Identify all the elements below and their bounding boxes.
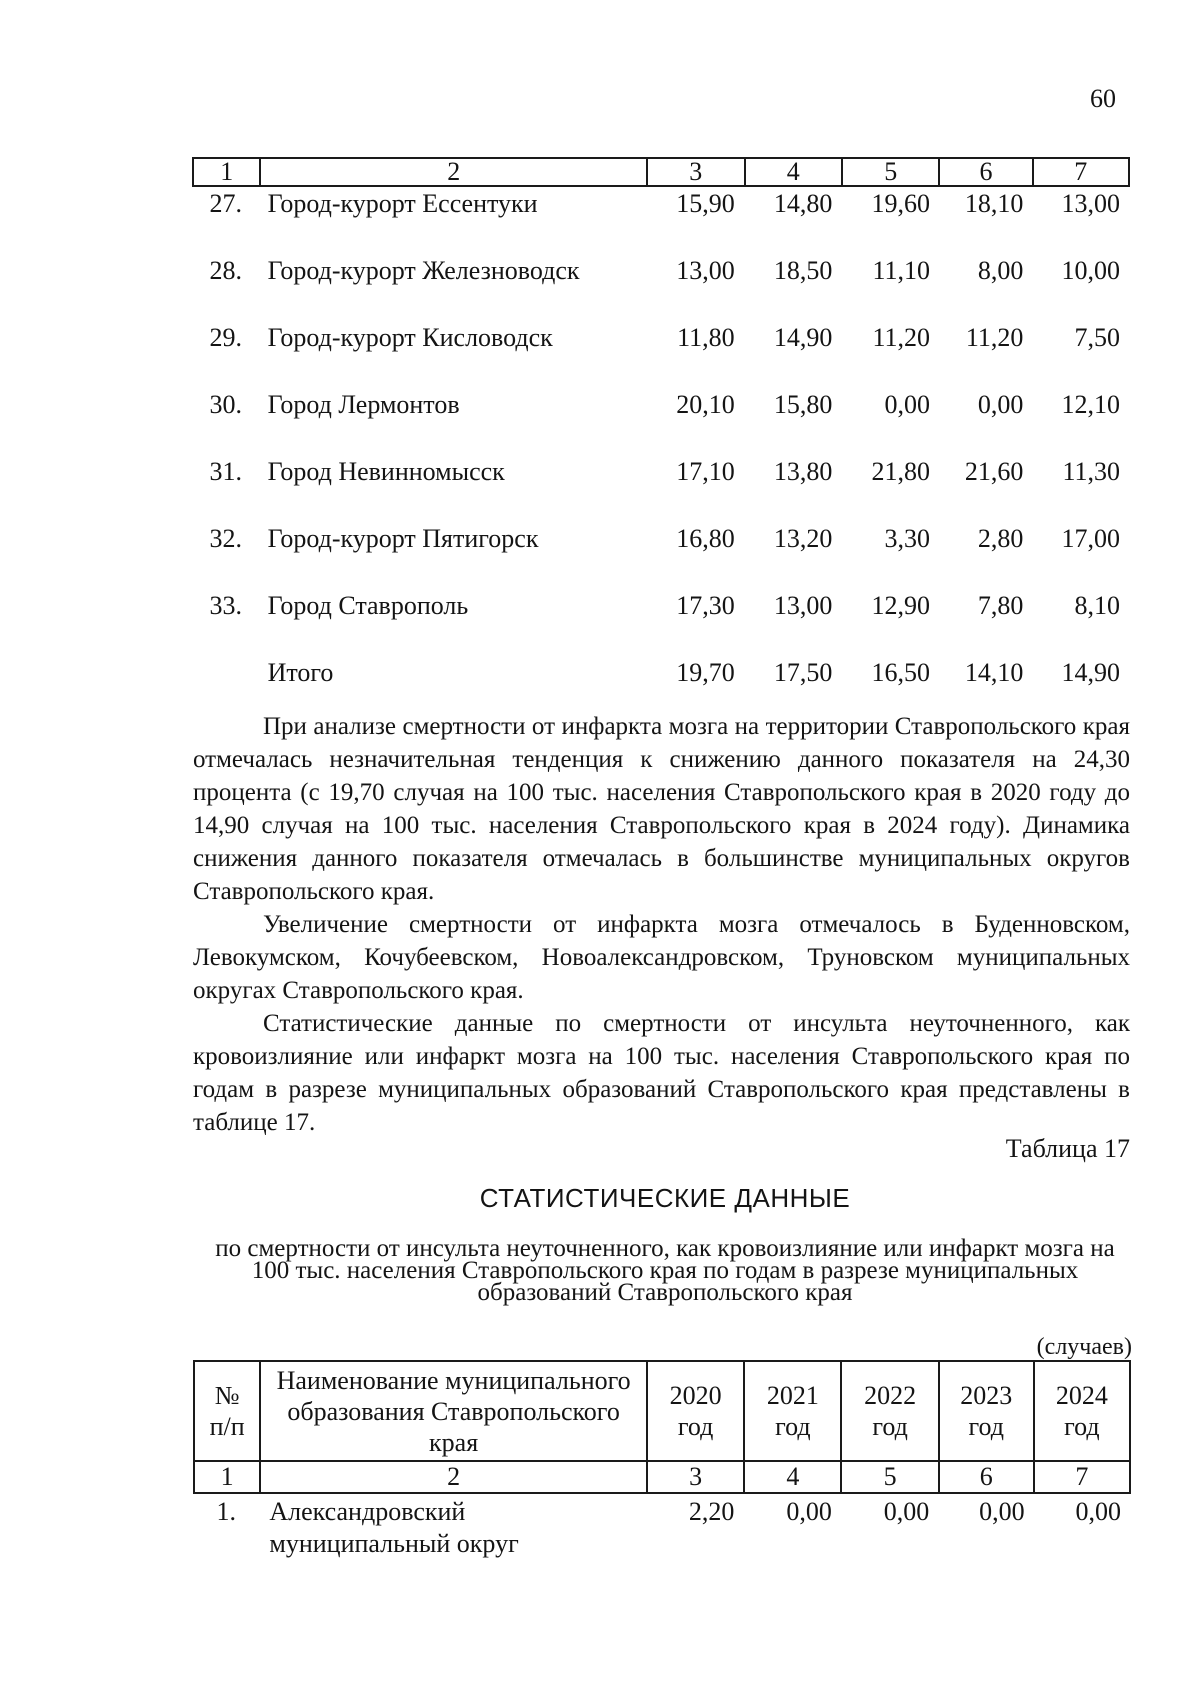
value-2024: 14,90 <box>1061 658 1120 687</box>
row-number: 27. <box>209 189 243 218</box>
table1-body <box>192 187 1130 723</box>
value-2023: 7,80 <box>977 591 1024 620</box>
table-row <box>193 1496 1131 1560</box>
value-2022: 16,50 <box>871 658 930 687</box>
value-2023: 21,60 <box>964 457 1024 486</box>
value-2021: 18,50 <box>773 256 833 285</box>
body-text <box>193 710 1130 1139</box>
table-subtitle: по смертности от инсульта неуточненного, как кровоизлияние или инфаркт мозга на 100 тыс. населения Ставропольского края по годам в разрезе муниципальных образований Ставропольского края <box>215 1235 1115 1306</box>
column-number: 3 <box>647 1461 744 1493</box>
column-number: 7 <box>1033 158 1129 186</box>
table-label: Таблица 17 <box>1005 1134 1130 1163</box>
value-2023: 18,10 <box>964 189 1024 218</box>
header-row-number: № п/п <box>194 1361 260 1461</box>
value-2023: 0,00 <box>977 390 1024 419</box>
municipality-name: Город Лермонтов <box>267 390 460 419</box>
table-row <box>192 589 1130 656</box>
row-number: 28. <box>209 256 243 285</box>
header-year: 2022 год <box>841 1361 938 1461</box>
value-2024: 12,10 <box>1061 390 1120 419</box>
page-number: 60 <box>1090 84 1116 113</box>
value-2020: 16,80 <box>676 524 735 553</box>
value-2022: 21,80 <box>871 457 930 486</box>
municipality-name: Александровский муниципальный округ <box>269 1497 519 1558</box>
table-row <box>192 455 1130 522</box>
column-number: 1 <box>194 1461 260 1493</box>
value-2022: 12,90 <box>871 591 930 620</box>
column-number: 5 <box>842 158 939 186</box>
paragraph: Увеличение смертности от инфаркта мозга отмечалось в Буденновском, Левокумском, Кочубеевском, Новоалександровском, Труновском муниципальных округах Ставропольского края. <box>193 911 1130 1004</box>
value-2023: 2,80 <box>977 524 1024 553</box>
column-number: 3 <box>647 158 744 186</box>
value-2021: 14,80 <box>773 189 833 218</box>
value-2020: 20,10 <box>676 390 735 419</box>
column-number: 4 <box>745 158 842 186</box>
value-2024: 17,00 <box>1061 524 1120 553</box>
column-number: 2 <box>260 1461 647 1493</box>
row-number: 33. <box>209 591 243 620</box>
table-title: СТАТИСТИЧЕСКИЕ ДАННЫЕ <box>479 1183 851 1213</box>
value-2020: 17,30 <box>676 591 735 620</box>
value-2022: 0,00 <box>884 390 930 419</box>
value-2021: 14,90 <box>773 323 833 352</box>
value-2021: 13,20 <box>773 524 833 553</box>
table-row <box>192 522 1130 589</box>
value-2024: 11,30 <box>1062 457 1120 486</box>
municipality-name: Город-курорт Железноводск <box>267 256 580 285</box>
value-2022: 19,60 <box>871 189 930 218</box>
total-label: Итого <box>267 658 334 687</box>
column-number: 5 <box>841 1461 938 1493</box>
column-number: 1 <box>193 158 260 186</box>
municipality-name: Город-курорт Ессентуки <box>267 189 538 218</box>
table-row <box>192 254 1130 321</box>
value-2024: 10,00 <box>1061 256 1120 285</box>
value-2021: 13,80 <box>773 457 833 486</box>
paragraph: При анализе смертности от инфаркта мозга на территории Ставропольского края отмечалась незначительная тенденция к снижению данного показателя на 24,30 процента (с 19,70 случая на 100 тыс. населения Ставропольского края в 2020 году до 14,90 случая на 100 тыс. населения Ставропольского края в 2024 году). Динамика снижения данного показателя отмечалась в большинстве муниципальных округов Ставропольского края. <box>193 713 1130 905</box>
value-2022: 3,30 <box>884 524 930 553</box>
value-2020: 15,90 <box>676 189 735 218</box>
row-number: 29. <box>209 323 243 352</box>
value-2024: 0,00 <box>1075 1497 1121 1526</box>
value-2024: 7,50 <box>1074 323 1120 352</box>
paragraph: Статистические данные по смертности от инсульта неуточненного, как кровоизлияние или инфаркт мозга на 100 тыс. населения Ставропольского края по годам в разрезе муниципальных образований Ставропольского края представлены в таблице 17. <box>193 1010 1130 1136</box>
column-number: 6 <box>939 158 1032 186</box>
header-municipality-name: Наименование муниципального образования Ставропольского края <box>260 1361 647 1461</box>
table2-header <box>193 1360 1131 1494</box>
value-2020: 17,10 <box>676 457 735 486</box>
table-row <box>192 321 1130 388</box>
value-2023: 14,10 <box>964 658 1024 687</box>
table-row <box>192 388 1130 455</box>
value-2022: 11,20 <box>872 323 930 352</box>
value-2021: 17,50 <box>773 658 833 687</box>
row-number: 30. <box>209 390 243 419</box>
column-number: 2 <box>260 158 647 186</box>
value-2024: 8,10 <box>1074 591 1120 620</box>
units-label: (случаев) <box>1036 1334 1132 1360</box>
column-number: 6 <box>939 1461 1034 1493</box>
header-year: 2021 год <box>744 1361 841 1461</box>
value-2020: 2,20 <box>688 1497 735 1526</box>
row-number: 32. <box>209 524 243 553</box>
header-year: 2024 год <box>1034 1361 1130 1461</box>
value-2020: 11,80 <box>677 323 735 352</box>
municipality-name: Город-курорт Пятигорск <box>267 524 539 553</box>
value-2023: 0,00 <box>979 1497 1025 1526</box>
table1-column-numbers <box>192 157 1130 187</box>
value-2023: 11,20 <box>965 323 1024 352</box>
municipality-name: Город Ставрополь <box>267 591 469 620</box>
municipality-name: Город Невинномысск <box>267 457 505 486</box>
value-2022: 0,00 <box>883 1497 930 1526</box>
column-number: 7 <box>1034 1461 1130 1493</box>
value-2020: 19,70 <box>676 658 735 687</box>
value-2021: 13,00 <box>773 591 833 620</box>
value-2024: 13,00 <box>1061 189 1120 218</box>
municipality-name: Город-курорт Кисловодск <box>267 323 553 352</box>
value-2021: 0,00 <box>786 1497 832 1526</box>
row-number: 31. <box>209 457 243 486</box>
column-number: 4 <box>744 1461 841 1493</box>
table-row <box>192 187 1130 254</box>
header-year: 2020 год <box>647 1361 744 1461</box>
value-2022: 11,10 <box>872 256 930 285</box>
value-2023: 8,00 <box>977 256 1024 285</box>
table2-body <box>193 1496 1131 1560</box>
row-number: 1. <box>216 1497 236 1526</box>
value-2021: 15,80 <box>773 390 833 419</box>
header-year: 2023 год <box>939 1361 1034 1461</box>
value-2020: 13,00 <box>676 256 735 285</box>
